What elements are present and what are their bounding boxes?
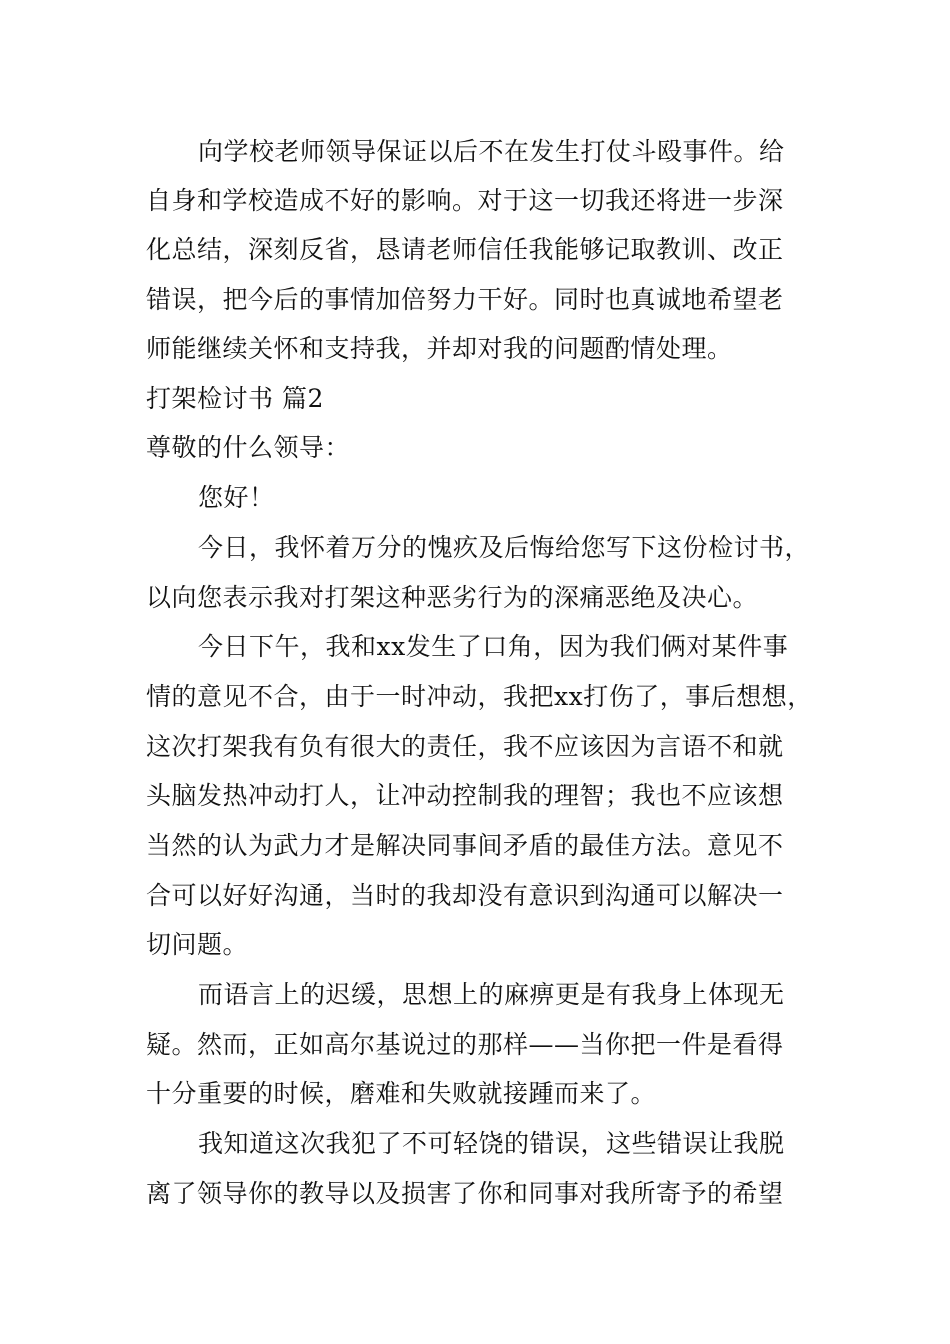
paragraph-line: 今日下午，我和xx发生了口角，因为我们俩对某件事 [198, 632, 789, 661]
paragraph-line: 切问题。 [146, 930, 249, 959]
paragraph-line: 师能继续关怀和支持我，并却对我的问题酌情处理。 [146, 334, 733, 363]
paragraph-line: 头脑发热冲动打人，让冲动控制我的理智；我也不应该想 [146, 781, 784, 810]
paragraph-line: 今日，我怀着万分的愧疚及后悔给您写下这份检讨书， [198, 533, 811, 562]
paragraph-line: 这次打架我有负有很大的责任，我不应该因为言语不和就 [146, 732, 784, 761]
paragraph-line: 而语言上的迟缓，思想上的麻痹更是有我身上体现无 [198, 980, 785, 1009]
salutation: 尊敬的什么领导： [146, 433, 351, 462]
paragraph-line: 当然的认为武力才是解决同事间矛盾的最佳方法。意见不 [146, 831, 784, 860]
paragraph-line: 情的意见不合，由于一时冲动，我把xx打伤了，事后想想， [146, 682, 813, 711]
greeting: 您好！ [198, 483, 275, 512]
paragraph-line: 疑。然而，正如高尔基说过的那样——当你把一件是看得 [146, 1030, 784, 1059]
paragraph-line: 向学校老师领导保证以后不在发生打仗斗殴事件。给 [198, 137, 785, 166]
paragraph-line: 合可以好好沟通，当时的我却没有意识到沟通可以解决一 [146, 881, 784, 910]
paragraph-line: 以向您表示我对打架这种恶劣行为的深痛恶绝及决心。 [146, 583, 759, 612]
paragraph-line: 错误，把今后的事情加倍努力干好。同时也真诚地希望老 [146, 285, 784, 314]
paragraph-line: 我知道这次我犯了不可轻饶的错误，这些错误让我脱 [198, 1129, 785, 1158]
section-heading: 打架检讨书 篇2 [146, 384, 324, 413]
paragraph-line: 化总结，深刻反省，恳请老师信任我能够记取教训、改正 [146, 235, 784, 264]
paragraph-line: 自身和学校造成不好的影响。对于这一切我还将进一步深 [146, 186, 784, 215]
paragraph-line: 十分重要的时候，磨难和失败就接踵而来了。 [146, 1079, 657, 1108]
paragraph-line: 离了领导你的教导以及损害了你和同事对我所寄予的希望 [146, 1179, 784, 1208]
